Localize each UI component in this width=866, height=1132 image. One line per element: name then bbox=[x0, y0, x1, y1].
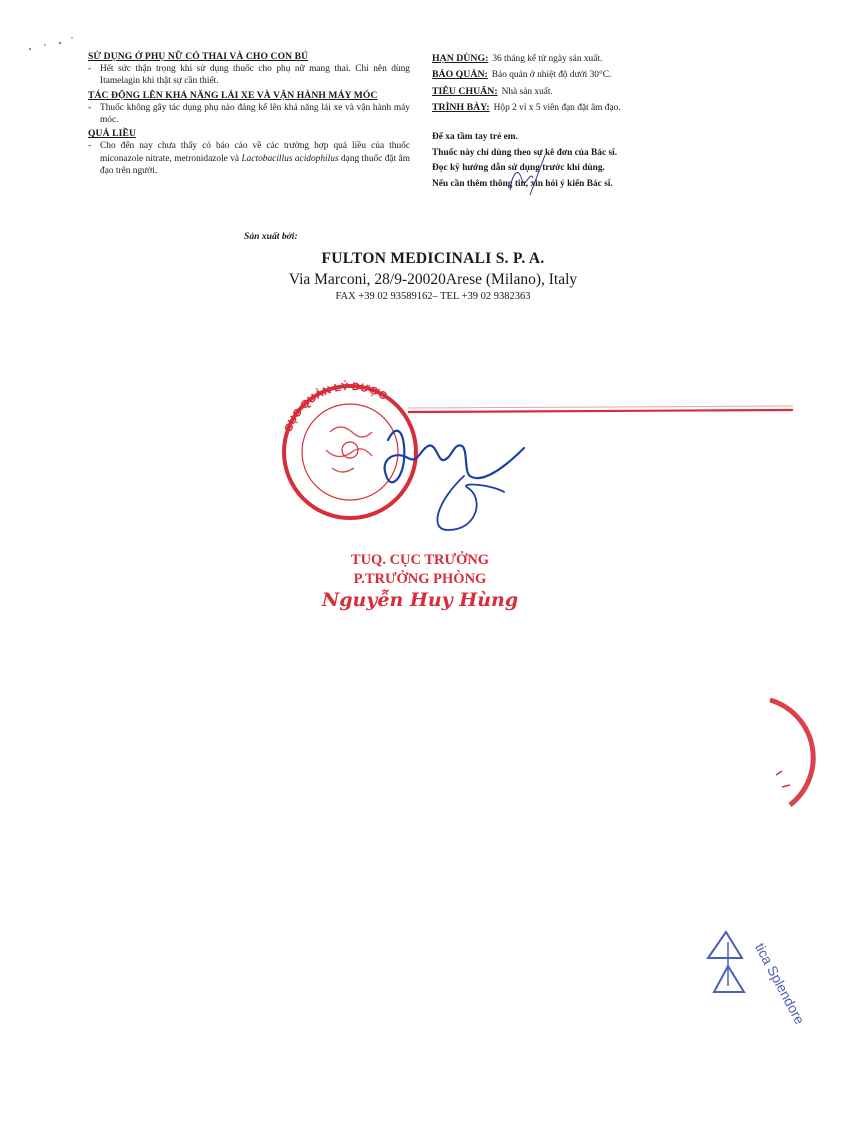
corner-stamp-text: tica Splendore bbox=[751, 940, 809, 1027]
section-pregnancy bbox=[88, 51, 410, 88]
left-column bbox=[88, 51, 410, 179]
section-driving bbox=[88, 90, 410, 127]
info-key: HẠN DÙNG: bbox=[432, 53, 489, 64]
bullet-text: Hết sức thận trọng khi sử dụng thuốc cho phụ nữ mang thai. Chỉ nên dùng Itamelagin khi thật sự cần thiết. bbox=[100, 64, 410, 87]
info-key: TIÊU CHUẨN: bbox=[432, 85, 498, 97]
pen-scribble-mark bbox=[500, 150, 560, 200]
bullet-dash: - bbox=[88, 64, 92, 75]
overdose-text-part: dạng thuốc đặt âm đạo trên người. bbox=[100, 153, 411, 176]
official-seal bbox=[268, 380, 798, 550]
list-item bbox=[88, 140, 410, 177]
signatory-name: Nguyễn Huy Hùng bbox=[321, 589, 519, 611]
warning-line: Nếu cần thêm thông tin, xin hỏi ý kiến Bác sĩ. bbox=[432, 178, 613, 189]
warning-line: Để xa tầm tay trẻ em. bbox=[432, 132, 518, 143]
company-stamp-partial bbox=[690, 920, 809, 1040]
info-value: Nhà sản xuất. bbox=[501, 86, 553, 97]
bullet-text bbox=[100, 140, 410, 177]
info-value: 36 tháng kể từ ngày sản xuất. bbox=[492, 54, 603, 64]
bullet-text: Thuốc không gây tác dụng phụ nào đáng kể lên khả năng lái xe và vận hành máy móc. bbox=[100, 102, 410, 126]
company-address: Via Marconi, 28/9-20020Arese (Milano), Italy bbox=[288, 271, 578, 288]
company-contact: FAX +39 02 93589162– TEL +39 02 9382363 bbox=[335, 291, 531, 302]
info-key: TRÌNH BÀY: bbox=[432, 101, 490, 113]
section-title: QUÁ LIỀU bbox=[88, 128, 136, 140]
info-value: Hộp 2 vỉ x 5 viên đạn đặt âm đạo. bbox=[493, 102, 621, 113]
list-item bbox=[88, 63, 410, 87]
scan-artifact-dots bbox=[25, 35, 85, 55]
info-key: BẢO QUẢN: bbox=[432, 69, 488, 81]
signature-title-1: TUQ. CỤC TRƯỞNG bbox=[350, 552, 490, 568]
list-item bbox=[88, 102, 410, 126]
svg-text:CỤC QUẢN LÝ DƯỢC bbox=[283, 380, 389, 434]
section-title: SỬ DỤNG Ở PHỤ NỮ CÓ THAI VÀ CHO CON BÚ bbox=[88, 51, 309, 62]
info-row-standard bbox=[432, 84, 672, 100]
info-row-storage bbox=[432, 67, 672, 83]
bullet-dash: - bbox=[88, 141, 92, 152]
overdose-text-part: Cho đến nay chưa thấy có báo cáo về các trường hợp quá liều của thuốc miconazole nitrate, metronidazole và bbox=[100, 141, 410, 164]
warning-line: Đọc kỹ hướng dẫn sử dụng trước khi dùng. bbox=[432, 163, 605, 174]
partial-seal-edge bbox=[730, 695, 800, 815]
info-row-presentation bbox=[432, 100, 672, 116]
manufacturer-label: Sản xuất bởi: bbox=[244, 231, 298, 242]
species-name: Lactobacillus acidophilus bbox=[241, 153, 339, 164]
section-overdose bbox=[88, 128, 410, 177]
company-name: FULTON MEDICINALI S. P. A. bbox=[321, 250, 545, 267]
signature-title-2: P.TRƯỞNG PHÒNG bbox=[353, 571, 487, 587]
warning-line: Thuốc này chỉ dùng theo sự kê đơn của Bác sĩ. bbox=[432, 147, 618, 158]
seal-arc-text: CỤC QUẢN LÝ DƯỢC bbox=[282, 380, 389, 434]
bullet-dash: - bbox=[88, 102, 92, 113]
section-title: TÁC ĐỘNG LÊN KHẢ NĂNG LÁI XE VÀ VẬN HÀNH MÁY MÓC bbox=[88, 89, 378, 101]
info-row-expiry bbox=[432, 51, 672, 67]
info-value: Bảo quản ở nhiệt độ dưới 30°C. bbox=[491, 70, 612, 81]
